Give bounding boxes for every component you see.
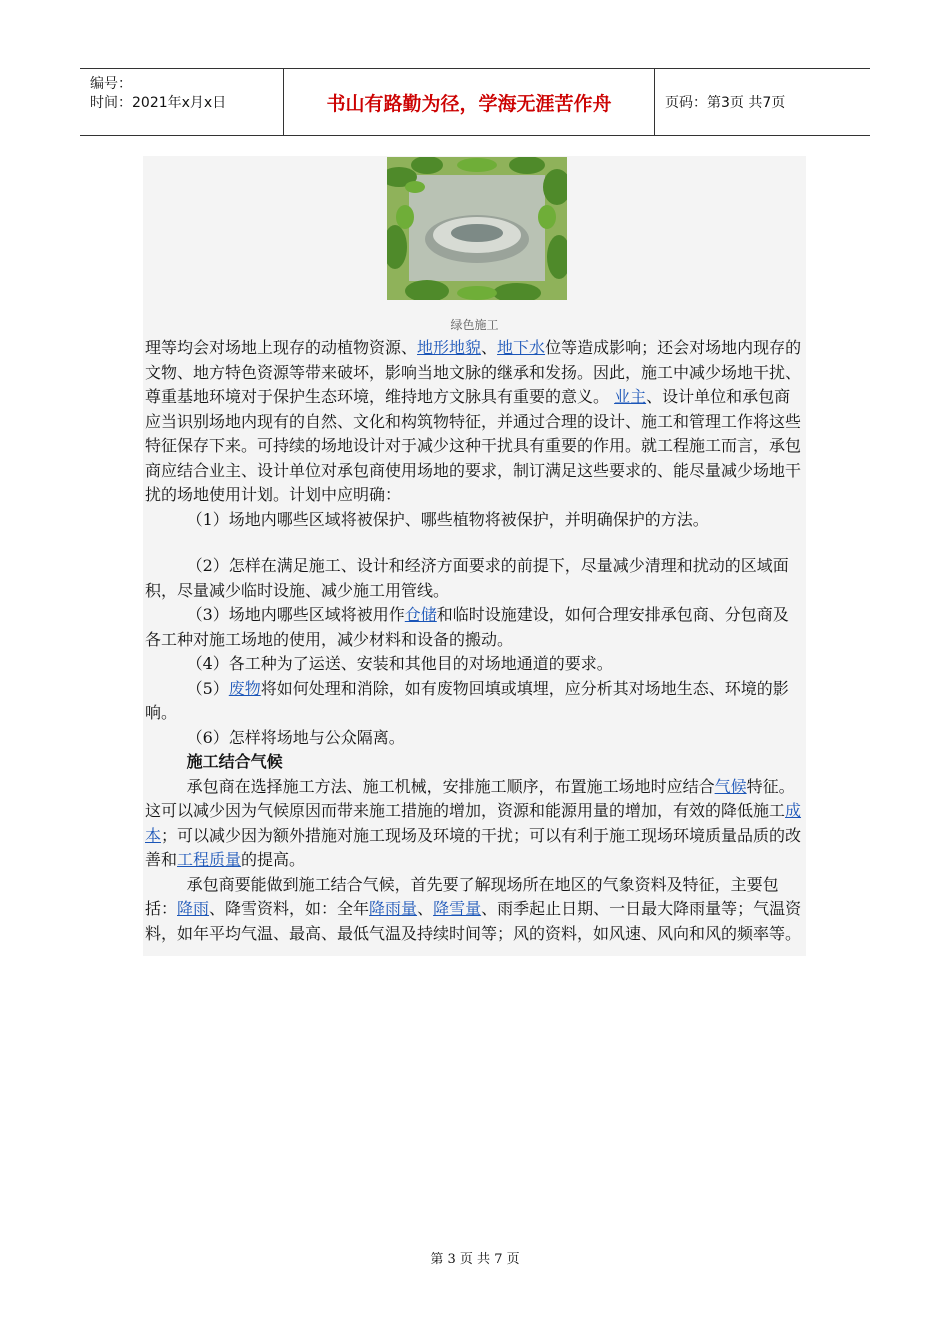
figure [143, 156, 806, 336]
page-footer: 第 3 页 共 7 页 [430, 1252, 520, 1267]
link-quality[interactable]: 工程质量 [177, 850, 242, 869]
header-left [80, 69, 283, 135]
link-waste[interactable]: 废物 [228, 678, 261, 698]
text-span: 将如何处理和消除，如有废物回填或填埋，应分析其对场地生态、环境的影响。 [145, 678, 789, 722]
link-owner[interactable]: 业主 [614, 387, 647, 406]
text-span: 、 [481, 338, 498, 357]
link-rainfall[interactable]: 降雨量 [369, 899, 418, 918]
text-span: 、雨季起止日期、一日最大降雨量等；气温资料，如年平均气温、最高、最低气温及持续时间等；风的资料，如风速、风向和风的频率等。 [145, 899, 802, 943]
time-label: 时间：2021年x月x日 [90, 95, 227, 111]
text-span: （5） [186, 678, 229, 698]
code-label: 编号： [90, 76, 132, 92]
text-span: 和临时设施建设，如何合理安排承包商、分包商及各工种对施工场地的使用，减少材料和设备的搬动。 [145, 605, 789, 649]
text-span: 位等造成影响；还会对场地内现存的文物、地方特色资源等带来破坏，影响当地文脉的继承和发扬。因此，施工中减少场地干扰、尊重基地环境对于保护生态环境，维持地方文脉具有重要的意义。 [145, 338, 802, 406]
text-span: 特征。这可以减少因为气候原因而带来施工措施的增加，资源和能源用量的增加，有效的降低施工 [145, 776, 795, 820]
text-span: 的提高。 [241, 850, 306, 869]
text-span: 承包商要能做到施工结合气候，首先要了解现场所在地区的气象资料及特征，主要包括： [145, 874, 779, 918]
green-construction-image [387, 157, 567, 300]
text-span: 承包商在选择施工方法、施工机械，安排施工顺序，布置施工场地时应结合 [186, 776, 715, 796]
link-cost[interactable]: 成本 [145, 801, 802, 845]
text-span: 、 [417, 899, 434, 918]
list-item-5 [145, 677, 804, 726]
article-text [143, 336, 806, 946]
header-page-label: 页码：第3页 共7页 [665, 95, 786, 111]
link-rain[interactable]: 降雨 [177, 899, 210, 918]
text-span: ；可以减少因为额外措施对施工现场及环境的干扰；可以有利于施工现场环境质量品质的改善和 [145, 825, 802, 869]
article-content [143, 156, 806, 956]
list-item-2: （2）怎样在满足施工、设计和经济方面要求的前提下，尽量减少清理和扰动的区域面积，尽量减少临时设施、减少施工用管线。 [145, 556, 789, 600]
figure-caption: 绿色施工 [450, 318, 499, 332]
text-span: 理等均会对场地上现存的动植物资源、 [145, 338, 418, 357]
page-header [80, 68, 870, 136]
text-span: 、设计单位和承包商应当识别场地内现有的自然、文化和构筑物特征，并通过合理的设计、施工和管理工作将这些特征保存下来。可持续的场地设计对于减少这种干扰具有重要的作用。就工程施工而言，承包商应结合业主、设计单位对承包商使用场地的要求，制订满足这些要求的、能尽量减少场地干扰的场地使用计划。计划中应明确： [145, 387, 802, 504]
spacer [145, 532, 804, 554]
link-climate[interactable]: 气候 [714, 776, 747, 796]
paragraph-1 [145, 336, 804, 508]
header-motto: 书山有路勤为径，学海无涯苦作舟 [283, 69, 655, 135]
section-heading: 施工结合气候 [186, 752, 283, 771]
link-storage[interactable]: 仓储 [404, 605, 437, 624]
paragraph-2 [145, 775, 804, 873]
text-span: 、降雪资料，如：全年 [209, 899, 370, 918]
list-item-6: （6）怎样将场地与公众隔离。 [186, 727, 405, 747]
list-item-3 [145, 603, 804, 652]
link-terrain[interactable]: 地形地貌 [417, 338, 482, 357]
link-snowfall[interactable]: 降雪量 [433, 899, 482, 918]
text-span: （3）场地内哪些区域将被用作 [186, 605, 405, 624]
paragraph-3 [145, 873, 804, 947]
list-item-4: （4）各工种为了运送、安装和其他目的对场地通道的要求。 [186, 654, 613, 673]
link-groundwater[interactable]: 地下水 [497, 338, 546, 357]
list-item-1: （1）场地内哪些区域将被保护、哪些植物将被保护，并明确保护的方法。 [186, 509, 709, 529]
